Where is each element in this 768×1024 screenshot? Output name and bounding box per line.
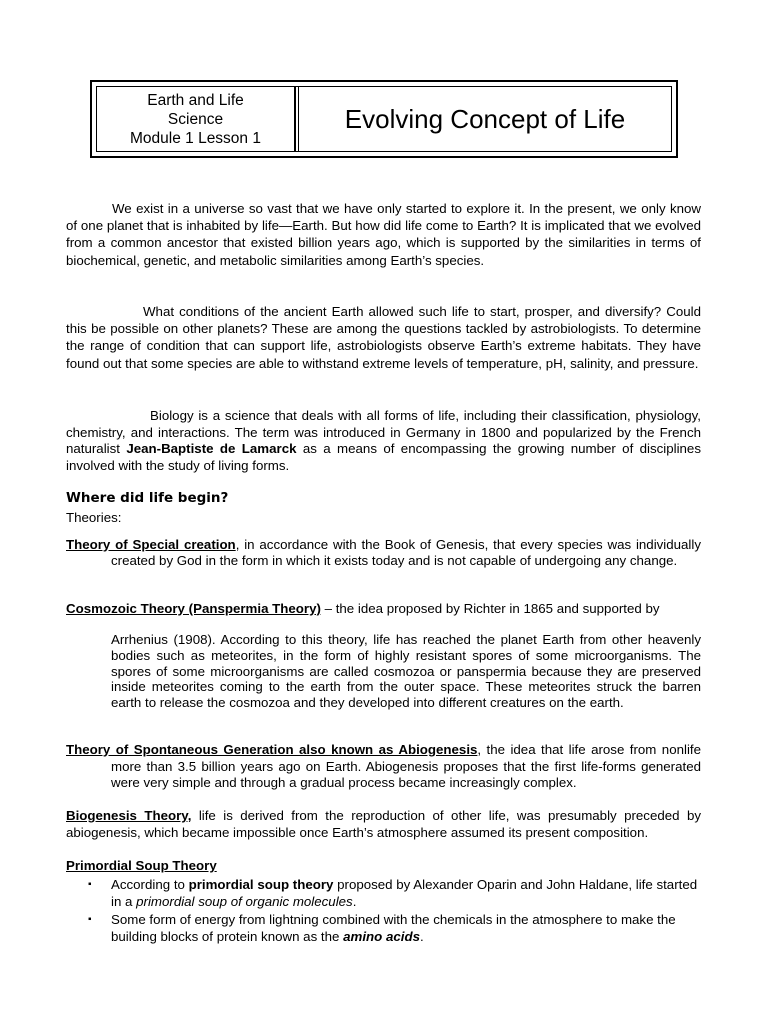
bullet-icon: ▪	[88, 913, 92, 925]
bullet-icon: ▪	[88, 879, 92, 890]
cosmozoic-theory	[66, 601, 701, 617]
spontaneous-generation-text: , the idea that life arose from nonlife more than 3.5 billion years ago on Earth. Abiogenesis proposes that the first life-forms generated were very simple and through a gradual process became increasingly complex.	[111, 742, 701, 790]
bullet1-italic: primordial soup of organic molecules	[136, 894, 353, 909]
biogenesis-title: Biogenesis Theory,	[66, 808, 192, 823]
biology-paragraph	[66, 408, 701, 474]
special-creation-title: Theory of Special creation	[66, 537, 236, 552]
primordial-soup-title: Primordial Soup Theory	[66, 858, 217, 873]
list-item	[66, 911, 701, 945]
spontaneous-generation-title: Theory of Spontaneous Generation also known as Abiogenesis	[66, 742, 478, 757]
list-item	[66, 876, 701, 910]
primordial-soup-heading	[66, 857, 701, 874]
bullet2-text-c: .	[419, 928, 424, 944]
cosmozoic-text: – the idea proposed by Richter in 1865 and supported by	[320, 601, 660, 616]
subject-line-3: Module 1 Lesson 1	[130, 129, 261, 147]
lamarck-name: Jean-Baptiste de Lamarck	[126, 441, 297, 456]
cosmozoic-title: Cosmozoic Theory (Panspermia Theory)	[66, 601, 321, 616]
biogenesis-theory	[66, 808, 701, 841]
biology-text-a: Biology is a science that deals with all forms of life, including their classification, physiology, chemistry, and interactions. The term was introduced in Germany in 1800 and popularized by the French naturalist	[66, 408, 701, 456]
title-box-inner	[96, 86, 672, 152]
bullet1-text-c: proposed by Alexander Oparin and John Haldane, life started in a	[111, 877, 698, 909]
special-creation-text: , in accordance with the Book of Genesis, that every species was individually created by God in the form in which it exists today and is not capable of undergoing any change.	[111, 537, 701, 568]
special-creation-theory	[66, 537, 701, 569]
title-box	[90, 80, 678, 158]
cosmozoic-continued: Arrhenius (1908). According to this theory, life has reached the planet Earth from other heavenly bodies such as meteorites, in the form of highly resistant spores of some microorganisms. The spores of some microorganisms are called cosmozoa or panspermia because they are preserved inside meteorites coming to the earth from the outer space. These meteorites struck the barren earth to release the cosmozoa and they developed into different creatures on the earth.	[111, 632, 701, 711]
theories-label: Theories:	[66, 510, 122, 525]
section-heading: Where did life begin?	[66, 490, 229, 506]
lesson-title: Evolving Concept of Life	[344, 103, 626, 134]
subject-line-1: Earth and Life	[147, 91, 244, 109]
intro-paragraph: We exist in a universe so vast that we have only started to explore it. In the present, we only know of one planet that is inhabited by life—Earth. But how did life come to Earth? It is implicated that we evolved from a common ancestor that existed billion years ago, which is supported by the similarities in terms of biochemical, genetic, and metabolic similarities among Earth’s species.	[66, 201, 701, 268]
bullet2-bold-italic: amino acids	[343, 928, 420, 944]
bullet1-text-a: According to	[111, 877, 189, 892]
biology-text-b: as a means of encompassing the growing number of disciplines involved with the study of living forms.	[66, 441, 701, 473]
biogenesis-text: life is derived from the reproduction of other life, was presumably preceded by abiogenesis, which became impossible once Earth’s atmosphere assumed its present composition.	[66, 808, 701, 840]
primordial-soup-list	[66, 876, 701, 945]
spontaneous-generation-theory	[66, 742, 701, 792]
subject-label	[97, 87, 294, 151]
astrobiology-paragraph: What conditions of the ancient Earth allowed such life to start, prosper, and diversify? Could this be possible on other planets? These are among the questions tackled by astrobiologists. To determine the range of condition that can support life, astrobiologists observe Earth’s extreme habitats. They have found out that some species are able to withstand extreme levels of temperature, pH, salinity, and pressure.	[66, 304, 701, 371]
subject-line-2: Science	[167, 110, 224, 128]
bullet1-bold: primordial soup theory	[188, 877, 334, 892]
bullet1-text-e: .	[352, 894, 357, 909]
bullet2-text-a: Some form of energy from lightning combined with the chemicals in the atmosphere to make the building blocks of protein known as the	[111, 911, 676, 944]
